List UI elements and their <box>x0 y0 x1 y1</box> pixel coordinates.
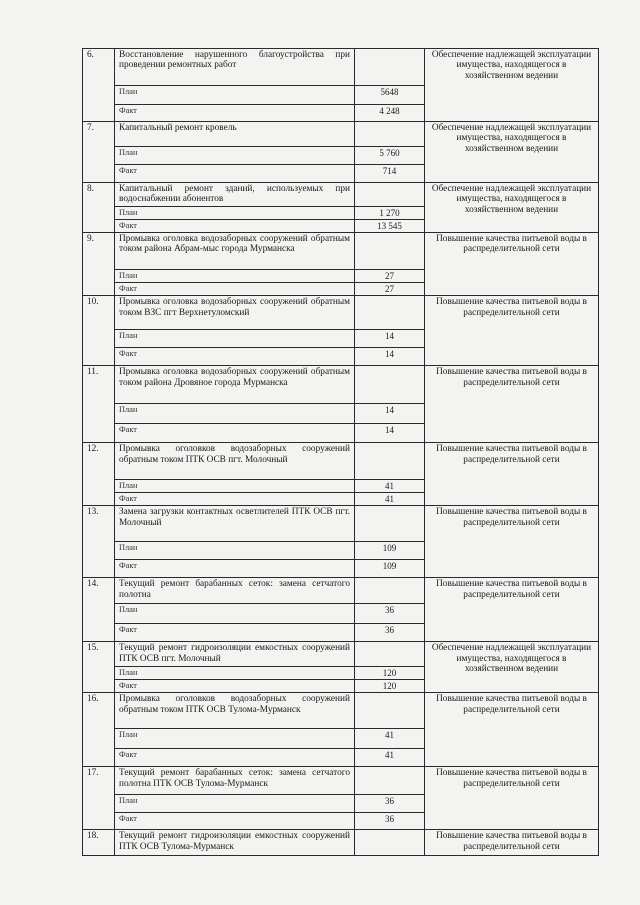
work-goal: Повышение качества питьевой воды в распределительной сети <box>425 366 599 443</box>
works-table-body <box>83 49 599 856</box>
work-goal: Повышение качества питьевой воды в распределительной сети <box>425 296 599 366</box>
table-row <box>83 578 599 604</box>
work-description: Восстановление нарушенного благоустройства при проведении ремонтных работ <box>115 49 355 86</box>
table-row <box>83 693 599 729</box>
table-row <box>83 122 599 147</box>
fact-value: 120 <box>355 680 425 693</box>
row-number: 6. <box>83 49 115 122</box>
row-number: 16. <box>83 693 115 767</box>
row-number: 18. <box>83 830 115 856</box>
fact-label: Факт <box>115 165 355 183</box>
work-description: Текущий ремонт барабанных сеток: замена сетчатого полотна <box>115 578 355 604</box>
work-goal: Повышение качества питьевой воды в распределительной сети <box>425 232 599 295</box>
fact-value: 14 <box>355 424 425 443</box>
table-row <box>83 296 599 330</box>
work-description: Промывка оголовков водозаборных сооружений обратным током ПТК ОСВ пгт. Молочный <box>115 443 355 480</box>
fact-value: 41 <box>355 749 425 767</box>
row-number: 9. <box>83 232 115 295</box>
work-goal: Повышение качества питьевой воды в распределительной сети <box>425 578 599 642</box>
table-row <box>83 767 599 795</box>
plan-value: 120 <box>355 667 425 680</box>
row-number: 13. <box>83 506 115 578</box>
plan-label: План <box>115 604 355 624</box>
value-empty <box>355 296 425 330</box>
row-number: 12. <box>83 443 115 506</box>
row-number: 14. <box>83 578 115 642</box>
row-number: 7. <box>83 122 115 183</box>
table-row <box>83 506 599 542</box>
work-goal: Обеспечение надлежащей эксплуатации имущества, находящегося в хозяйственном ведении <box>425 183 599 233</box>
value-empty <box>355 642 425 667</box>
table-row <box>83 642 599 667</box>
row-number: 15. <box>83 642 115 693</box>
fact-label: Факт <box>115 105 355 122</box>
fact-value: 4 248 <box>355 105 425 122</box>
plan-label: План <box>115 480 355 493</box>
work-goal: Повышение качества питьевой воды в распределительной сети <box>425 506 599 578</box>
plan-value: 1 270 <box>355 206 425 219</box>
plan-value: 27 <box>355 269 425 282</box>
plan-label: План <box>115 542 355 560</box>
work-goal: Обеспечение надлежащей эксплуатации имущества, находящегося в хозяйственном ведении <box>425 642 599 693</box>
table-row <box>83 366 599 404</box>
plan-label: План <box>115 729 355 749</box>
fact-label: Факт <box>115 680 355 693</box>
plan-label: План <box>115 330 355 348</box>
plan-label: План <box>115 667 355 680</box>
plan-value: 36 <box>355 795 425 813</box>
plan-label: План <box>115 404 355 424</box>
plan-value: 5 760 <box>355 147 425 165</box>
plan-value: 41 <box>355 480 425 493</box>
value-empty <box>355 830 425 856</box>
fact-label: Факт <box>115 219 355 232</box>
fact-value: 41 <box>355 493 425 506</box>
value-empty <box>355 183 425 207</box>
work-goal: Повышение качества питьевой воды в распределительной сети <box>425 443 599 506</box>
value-empty <box>355 232 425 269</box>
fact-label: Факт <box>115 624 355 642</box>
plan-value: 14 <box>355 404 425 424</box>
plan-label: План <box>115 269 355 282</box>
work-description: Промывка оголовка водозаборных сооружений обратным током района Дровяное города Мурманска <box>115 366 355 404</box>
fact-value: 36 <box>355 813 425 830</box>
value-empty <box>355 693 425 729</box>
table-row <box>83 443 599 480</box>
table-row <box>83 183 599 207</box>
fact-label: Факт <box>115 424 355 443</box>
work-description: Текущий ремонт гидроизоляции емкостных сооружений ПТК ОСВ Тулома-Мурманск <box>115 830 355 856</box>
row-number: 11. <box>83 366 115 443</box>
plan-label: План <box>115 795 355 813</box>
work-description: Текущий ремонт гидроизоляции емкостных сооружений ПТК ОСВ пгт. Молочный <box>115 642 355 667</box>
fact-value: 714 <box>355 165 425 183</box>
plan-label: План <box>115 147 355 165</box>
row-number: 17. <box>83 767 115 830</box>
fact-label: Факт <box>115 813 355 830</box>
fact-value: 14 <box>355 348 425 366</box>
work-goal: Повышение качества питьевой воды в распределительной сети <box>425 767 599 830</box>
fact-label: Факт <box>115 749 355 767</box>
row-number: 10. <box>83 296 115 366</box>
work-goal: Обеспечение надлежащей эксплуатации имущества, находящегося в хозяйственном ведении <box>425 122 599 183</box>
table-row <box>83 232 599 269</box>
value-empty <box>355 443 425 480</box>
fact-label: Факт <box>115 493 355 506</box>
plan-label: План <box>115 86 355 105</box>
plan-value: 5648 <box>355 86 425 105</box>
work-description: Промывка оголовка водозаборных сооружений обратным током района Абрам-мыс города Мурманска <box>115 232 355 269</box>
value-empty <box>355 506 425 542</box>
work-goal: Повышение качества питьевой воды в распределительной сети <box>425 830 599 856</box>
fact-label: Факт <box>115 283 355 296</box>
fact-value: 27 <box>355 283 425 296</box>
row-number: 8. <box>83 183 115 233</box>
fact-value: 36 <box>355 624 425 642</box>
value-empty <box>355 767 425 795</box>
fact-label: Факт <box>115 560 355 578</box>
fact-value: 109 <box>355 560 425 578</box>
works-table <box>82 48 599 856</box>
value-empty <box>355 122 425 147</box>
value-empty <box>355 49 425 86</box>
plan-value: 36 <box>355 604 425 624</box>
value-empty <box>355 366 425 404</box>
work-description: Замена загрузки контактных осветлителей ПТК ОСВ пгт. Молочный <box>115 506 355 542</box>
fact-label: Факт <box>115 348 355 366</box>
table-row <box>83 49 599 86</box>
plan-value: 14 <box>355 330 425 348</box>
work-description: Промывка оголовков водозаборных сооружений обратным током ПТК ОСВ Тулома-Мурманск <box>115 693 355 729</box>
work-description: Промывка оголовка водозаборных сооружений обратным током ВЗС пгт Верхнетуломский <box>115 296 355 330</box>
fact-value: 13 545 <box>355 219 425 232</box>
plan-value: 109 <box>355 542 425 560</box>
plan-value: 41 <box>355 729 425 749</box>
work-goal: Обеспечение надлежащей эксплуатации имущества, находящегося в хозяйственном ведении <box>425 49 599 122</box>
work-description: Капитальный ремонт кровель <box>115 122 355 147</box>
value-empty <box>355 578 425 604</box>
work-description: Капитальный ремонт зданий, используемых при водоснабжении абонентов <box>115 183 355 207</box>
plan-label: План <box>115 206 355 219</box>
work-goal: Повышение качества питьевой воды в распределительной сети <box>425 693 599 767</box>
table-row <box>83 830 599 856</box>
work-description: Текущий ремонт барабанных сеток: замена сетчатого полотна ПТК ОСВ Тулома-Мурманск <box>115 767 355 795</box>
